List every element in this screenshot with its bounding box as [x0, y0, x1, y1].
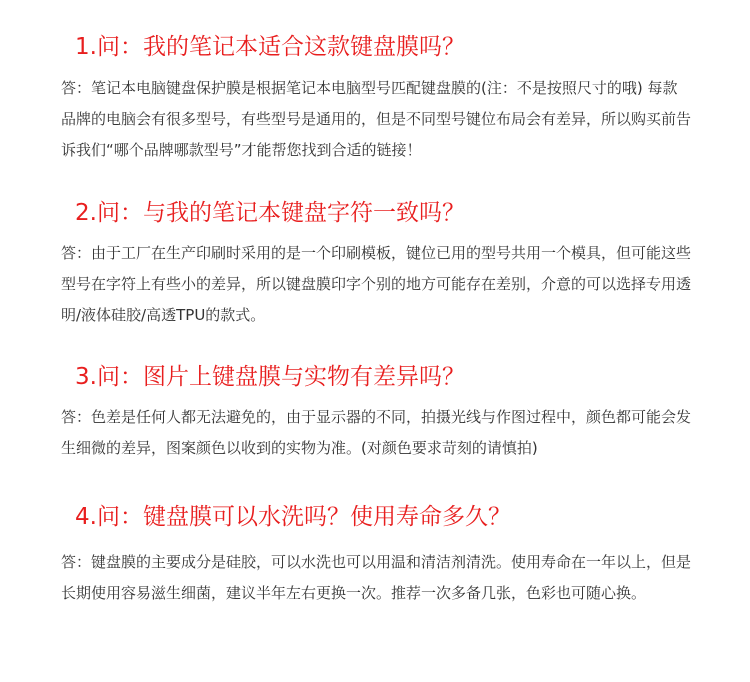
faq-item	[0, 503, 750, 609]
faq-answer: 答：色差是任何人都无法避免的，由于显示器的不同，拍摄光线与作图过程中，颜色都可能会发生细微的差异，图案颜色以收到的实物为准。(对颜色要求苛刻的请慎拍)	[61, 408, 692, 457]
faq-answer: 答：笔记本电脑键盘保护膜是根据笔记本电脑型号匹配键盘膜的(注：不是按照尺寸的哦) 每款品牌的电脑会有很多型号，有些型号是通用的，但是不同型号键位布局会有差异，所以购买前告诉我们“哪个品牌哪款型号”才能帮您找到合适的链接！	[61, 79, 692, 159]
faq-answer: 答：键盘膜的主要成分是硅胶，可以水洗也可以用温和清洁剂清洗。使用寿命在一年以上，但是长期使用容易滋生细菌，建议半年左右更换一次。推荐一次多备几张，色彩也可随心换。	[61, 553, 692, 602]
faq-item	[0, 363, 750, 464]
faq-item	[0, 33, 750, 166]
faq-question: 3.问：图片上键盘膜与实物有差异吗？	[75, 364, 465, 390]
faq-answer: 答：由于工厂在生产印刷时采用的是一个印刷模板，键位已用的型号共用一个模具，但可能这些型号在字符上有些小的差异，所以键盘膜印字个别的地方可能存在差别，介意的可以选择专用透明/液体硅胶/高透TPU的款式。	[61, 244, 692, 324]
faq-question: 1.问：我的笔记本适合这款键盘膜吗？	[75, 34, 465, 60]
faq-question: 4.问：键盘膜可以水洗吗？使用寿命多久？	[75, 504, 511, 530]
faq-item	[0, 199, 750, 331]
faq-question: 2.问：与我的笔记本键盘字符一致吗？	[75, 200, 465, 226]
